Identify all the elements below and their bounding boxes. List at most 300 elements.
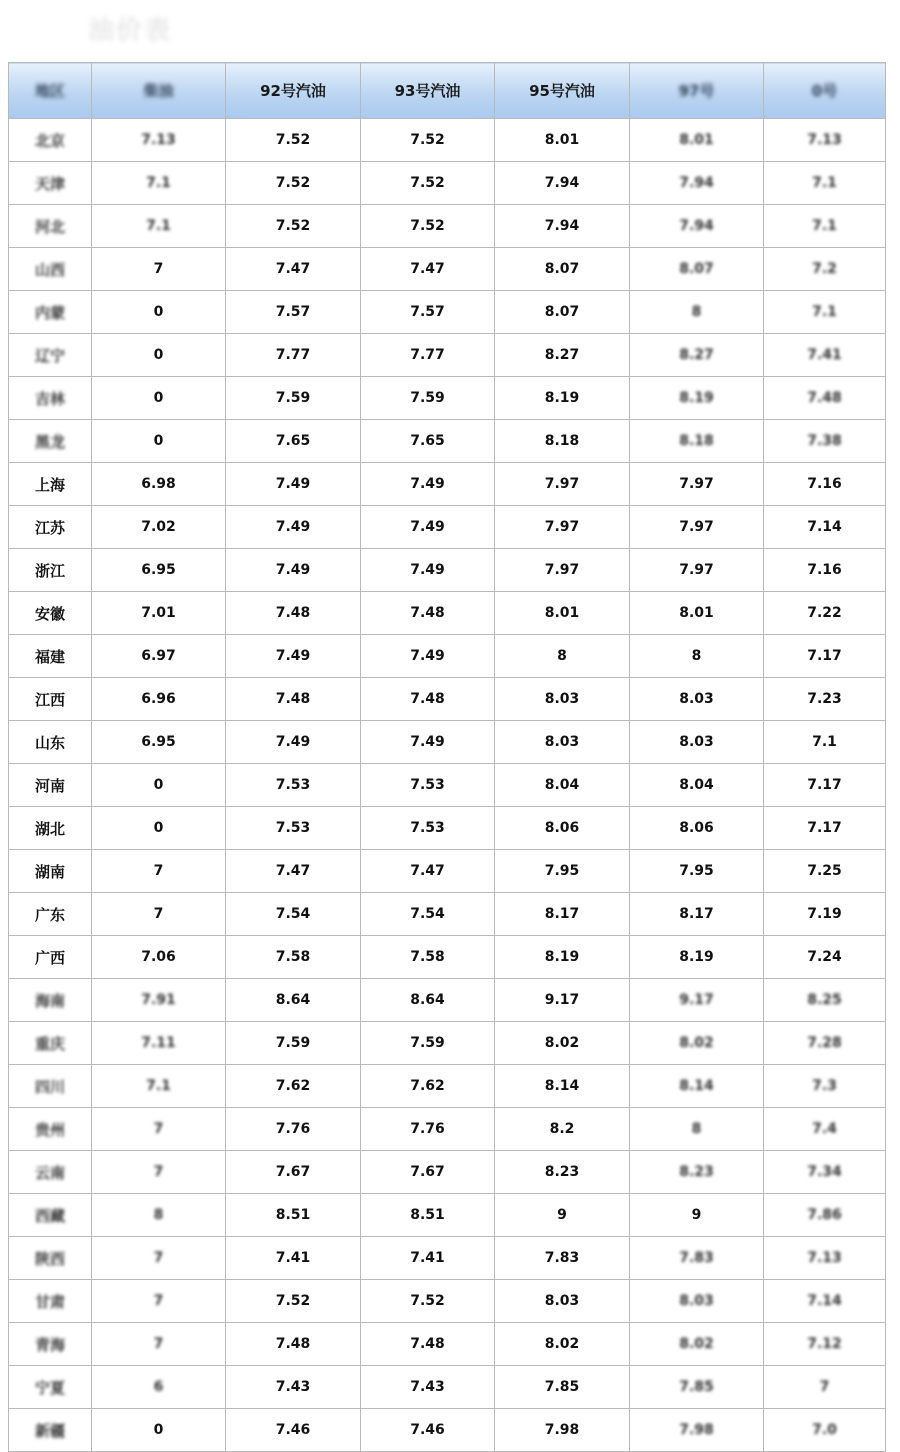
cell-value: 7.46 (275, 1422, 311, 1438)
cell-gasoline-92 (226, 377, 361, 420)
cell-value: 云南 (34, 1163, 65, 1182)
cell-value: 7.83 (679, 1250, 714, 1266)
cell-gasoline-95 (495, 463, 630, 506)
cell-value: 7 (819, 1379, 830, 1395)
cell-value: 天津 (34, 174, 65, 193)
cell-value: 7.4 (812, 1121, 837, 1137)
cell-gasoline-97 (630, 334, 764, 377)
cell-value: 7.47 (410, 863, 445, 879)
cell-value: 8.02 (679, 1336, 714, 1352)
cell-value: 7.49 (275, 648, 311, 664)
cell-gasoline-93 (361, 420, 495, 463)
cell-value: 7 (153, 863, 164, 879)
cell-diesel (92, 420, 226, 463)
cell-gasoline-97 (630, 1151, 764, 1194)
cell-value: 7.76 (410, 1121, 445, 1137)
cell-region (9, 1151, 92, 1194)
cell-value: 7.01 (141, 605, 176, 621)
cell-value: 7.65 (410, 433, 445, 449)
cell-diesel (92, 1151, 226, 1194)
cell-diesel-0 (764, 1194, 886, 1237)
cell-gasoline-97 (630, 635, 764, 678)
cell-value: 8 (557, 648, 567, 664)
cell-gasoline-97 (630, 1323, 764, 1366)
cell-gasoline-92 (226, 1194, 361, 1237)
cell-value: 7.53 (275, 777, 311, 793)
column-header-label: 92号汽油 (260, 82, 326, 100)
cell-region (9, 678, 92, 721)
cell-region (9, 807, 92, 850)
cell-gasoline-95 (495, 592, 630, 635)
cell-gasoline-95 (495, 1409, 630, 1452)
cell-gasoline-92 (226, 635, 361, 678)
cell-gasoline-92 (226, 1280, 361, 1323)
cell-gasoline-97 (630, 162, 764, 205)
cell-diesel-0 (764, 1237, 886, 1280)
cell-gasoline-95 (495, 1065, 630, 1108)
cell-value: 7.17 (807, 777, 842, 793)
cell-gasoline-92 (226, 549, 361, 592)
cell-region (9, 162, 92, 205)
cell-diesel-0 (764, 506, 886, 549)
cell-value: 8.03 (544, 734, 580, 750)
cell-value: 8.07 (544, 261, 580, 277)
cell-value: 8.25 (807, 992, 842, 1008)
cell-value: 6.95 (141, 734, 176, 750)
cell-gasoline-97 (630, 807, 764, 850)
cell-diesel-0 (764, 248, 886, 291)
cell-value: 贵州 (34, 1120, 65, 1139)
cell-value: 0 (153, 1422, 164, 1438)
cell-diesel-0 (764, 1108, 886, 1151)
cell-value: 8.51 (275, 1207, 311, 1223)
cell-gasoline-92 (226, 1151, 361, 1194)
table-header-row (9, 63, 886, 119)
cell-diesel (92, 119, 226, 162)
cell-gasoline-92 (226, 893, 361, 936)
cell-gasoline-93 (361, 334, 495, 377)
cell-gasoline-93 (361, 635, 495, 678)
cell-gasoline-97 (630, 1022, 764, 1065)
cell-value: 广东 (34, 905, 65, 924)
cell-value: 7 (153, 1250, 164, 1266)
cell-value: 0 (153, 347, 164, 363)
cell-value: 8.64 (275, 992, 311, 1008)
cell-value: 海南 (34, 991, 65, 1010)
cell-diesel (92, 1280, 226, 1323)
cell-value: 安徽 (34, 604, 65, 623)
cell-value: 6 (153, 1379, 164, 1395)
cell-value: 7.98 (679, 1422, 714, 1438)
cell-region (9, 1108, 92, 1151)
cell-gasoline-92 (226, 1323, 361, 1366)
cell-value: 7.48 (807, 390, 842, 406)
cell-value: 吉林 (34, 389, 65, 408)
cell-gasoline-95 (495, 1366, 630, 1409)
cell-value: 山西 (34, 260, 65, 279)
cell-region (9, 635, 92, 678)
column-header-label: 97号 (678, 82, 715, 100)
cell-gasoline-92 (226, 1409, 361, 1452)
table-row (9, 506, 886, 549)
page-title: 油价表 (88, 16, 173, 46)
cell-value: 7.49 (275, 734, 311, 750)
cell-value: 7.49 (275, 476, 311, 492)
cell-gasoline-93 (361, 1194, 495, 1237)
table-row (9, 850, 886, 893)
cell-value: 7.52 (275, 1293, 311, 1309)
cell-gasoline-93 (361, 807, 495, 850)
cell-diesel-0 (764, 291, 886, 334)
cell-value: 7.1 (146, 218, 171, 234)
cell-value: 7 (153, 1293, 164, 1309)
cell-gasoline-95 (495, 936, 630, 979)
cell-value: 西藏 (34, 1206, 65, 1225)
table-row (9, 1366, 886, 1409)
cell-value: 7.95 (544, 863, 580, 879)
table-row (9, 1409, 886, 1452)
cell-value: 7.1 (146, 1078, 171, 1094)
cell-value: 8.06 (544, 820, 580, 836)
cell-diesel (92, 721, 226, 764)
cell-value: 7.86 (807, 1207, 842, 1223)
cell-value: 7.13 (807, 1250, 842, 1266)
cell-gasoline-97 (630, 549, 764, 592)
cell-gasoline-92 (226, 764, 361, 807)
cell-diesel-0 (764, 420, 886, 463)
cell-value: 7.25 (807, 863, 842, 879)
cell-value: 内蒙 (34, 303, 65, 322)
cell-value: 8.19 (544, 390, 580, 406)
cell-value: 6.95 (141, 562, 176, 578)
cell-value: 7.49 (410, 476, 445, 492)
column-header-gasoline-97 (630, 63, 764, 119)
cell-value: 8 (153, 1207, 164, 1223)
cell-value: 7.91 (141, 992, 176, 1008)
cell-value: 7.59 (410, 390, 445, 406)
cell-value: 7.97 (544, 476, 580, 492)
cell-gasoline-97 (630, 979, 764, 1022)
table-row (9, 721, 886, 764)
cell-value: 7 (153, 261, 164, 277)
table-row (9, 678, 886, 721)
cell-gasoline-97 (630, 205, 764, 248)
table-row (9, 463, 886, 506)
cell-gasoline-93 (361, 463, 495, 506)
cell-diesel-0 (764, 592, 886, 635)
cell-diesel (92, 248, 226, 291)
cell-value: 7.3 (812, 1078, 837, 1094)
cell-value: 辽宁 (34, 346, 65, 365)
cell-diesel-0 (764, 764, 886, 807)
cell-value: 7.54 (275, 906, 311, 922)
cell-value: 江西 (34, 690, 65, 709)
cell-value: 7.14 (807, 1293, 842, 1309)
cell-value: 7.47 (275, 261, 311, 277)
cell-diesel (92, 377, 226, 420)
cell-value: 7.62 (275, 1078, 311, 1094)
cell-gasoline-97 (630, 893, 764, 936)
cell-value: 7.52 (410, 175, 445, 191)
column-header-gasoline-95 (495, 63, 630, 119)
cell-gasoline-97 (630, 420, 764, 463)
cell-diesel-0 (764, 334, 886, 377)
cell-region (9, 592, 92, 635)
cell-diesel (92, 807, 226, 850)
column-header-gasoline-92 (226, 63, 361, 119)
cell-value: 7.59 (410, 1035, 445, 1051)
cell-gasoline-97 (630, 1366, 764, 1409)
cell-value: 7.53 (410, 820, 445, 836)
cell-gasoline-97 (630, 764, 764, 807)
cell-value: 7.94 (544, 175, 580, 191)
cell-value: 福建 (34, 647, 65, 666)
cell-region (9, 420, 92, 463)
cell-value: 8.06 (679, 820, 714, 836)
table-row (9, 1065, 886, 1108)
column-header-label: 95号汽油 (529, 82, 595, 100)
cell-value: 7.58 (410, 949, 445, 965)
cell-gasoline-93 (361, 205, 495, 248)
cell-value: 8.64 (410, 992, 445, 1008)
cell-region (9, 463, 92, 506)
cell-value: 7.38 (807, 433, 842, 449)
cell-value: 7.49 (410, 648, 445, 664)
cell-diesel-0 (764, 1151, 886, 1194)
cell-value: 7.97 (679, 476, 714, 492)
cell-value: 8.02 (544, 1035, 580, 1051)
cell-gasoline-93 (361, 119, 495, 162)
cell-gasoline-93 (361, 549, 495, 592)
cell-value: 7.52 (410, 132, 445, 148)
cell-value: 0 (153, 304, 164, 320)
table-row (9, 979, 886, 1022)
cell-gasoline-93 (361, 377, 495, 420)
cell-region (9, 1022, 92, 1065)
cell-value: 甘肃 (34, 1292, 65, 1311)
cell-diesel-0 (764, 1280, 886, 1323)
cell-gasoline-95 (495, 678, 630, 721)
cell-diesel-0 (764, 119, 886, 162)
cell-gasoline-97 (630, 377, 764, 420)
cell-gasoline-95 (495, 893, 630, 936)
cell-value: 6.97 (141, 648, 176, 664)
cell-gasoline-93 (361, 248, 495, 291)
cell-value: 7.52 (275, 132, 311, 148)
cell-gasoline-95 (495, 850, 630, 893)
cell-gasoline-92 (226, 979, 361, 1022)
cell-gasoline-95 (495, 248, 630, 291)
cell-value: 7.59 (275, 390, 311, 406)
cell-gasoline-95 (495, 205, 630, 248)
cell-region (9, 1194, 92, 1237)
cell-diesel-0 (764, 635, 886, 678)
cell-value: 7.57 (275, 304, 311, 320)
cell-region (9, 205, 92, 248)
cell-value: 7.48 (275, 605, 311, 621)
cell-region (9, 850, 92, 893)
cell-value: 7.47 (410, 261, 445, 277)
cell-diesel (92, 1065, 226, 1108)
cell-value: 7.43 (410, 1379, 445, 1395)
cell-value: 8.14 (679, 1078, 714, 1094)
table-row (9, 1108, 886, 1151)
column-header-diesel-0 (764, 63, 886, 119)
cell-value: 7.47 (275, 863, 311, 879)
cell-gasoline-97 (630, 1409, 764, 1452)
cell-gasoline-95 (495, 334, 630, 377)
cell-value: 北京 (34, 131, 65, 150)
cell-value: 7.14 (807, 519, 842, 535)
cell-gasoline-97 (630, 248, 764, 291)
cell-gasoline-95 (495, 764, 630, 807)
cell-value: 7.13 (141, 132, 176, 148)
cell-value: 7.22 (807, 605, 842, 621)
cell-value: 7.1 (812, 734, 837, 750)
cell-diesel-0 (764, 721, 886, 764)
cell-diesel-0 (764, 549, 886, 592)
table-row (9, 1151, 886, 1194)
cell-value: 7.95 (679, 863, 714, 879)
cell-value: 8.07 (679, 261, 714, 277)
cell-value: 7.52 (410, 1293, 445, 1309)
cell-value: 8.01 (679, 132, 714, 148)
cell-diesel (92, 1366, 226, 1409)
table-row (9, 635, 886, 678)
cell-diesel (92, 1022, 226, 1065)
cell-value: 0 (153, 820, 164, 836)
table-row (9, 592, 886, 635)
cell-region (9, 1237, 92, 1280)
cell-gasoline-93 (361, 1323, 495, 1366)
cell-gasoline-97 (630, 1237, 764, 1280)
cell-value: 0 (153, 390, 164, 406)
cell-gasoline-93 (361, 1108, 495, 1151)
cell-value: 7.48 (275, 1336, 311, 1352)
cell-diesel-0 (764, 936, 886, 979)
cell-value: 7.52 (275, 218, 311, 234)
cell-value: 7.49 (410, 519, 445, 535)
cell-gasoline-97 (630, 592, 764, 635)
cell-value: 7.41 (275, 1250, 311, 1266)
cell-diesel-0 (764, 1022, 886, 1065)
cell-value: 7.67 (410, 1164, 445, 1180)
cell-diesel (92, 162, 226, 205)
cell-gasoline-95 (495, 1151, 630, 1194)
cell-gasoline-97 (630, 1194, 764, 1237)
cell-value: 7 (153, 1164, 164, 1180)
cell-gasoline-97 (630, 721, 764, 764)
cell-diesel (92, 205, 226, 248)
cell-value: 7.67 (275, 1164, 311, 1180)
cell-value: 9.17 (544, 992, 580, 1008)
table-row (9, 1237, 886, 1280)
cell-value: 7 (153, 906, 164, 922)
cell-value: 7.41 (410, 1250, 445, 1266)
cell-diesel (92, 549, 226, 592)
cell-value: 8.23 (544, 1164, 580, 1180)
cell-value: 7.12 (807, 1336, 842, 1352)
cell-diesel-0 (764, 1065, 886, 1108)
cell-gasoline-93 (361, 506, 495, 549)
cell-value: 7.46 (410, 1422, 445, 1438)
cell-region (9, 764, 92, 807)
cell-value: 7.94 (679, 218, 714, 234)
cell-diesel (92, 334, 226, 377)
cell-gasoline-95 (495, 807, 630, 850)
cell-value: 8.02 (679, 1035, 714, 1051)
table-row (9, 205, 886, 248)
table-row (9, 1194, 886, 1237)
cell-region (9, 549, 92, 592)
cell-value: 7.85 (544, 1379, 580, 1395)
cell-value: 8.03 (679, 691, 714, 707)
cell-gasoline-95 (495, 420, 630, 463)
table-row (9, 1022, 886, 1065)
cell-value: 7.1 (812, 218, 837, 234)
cell-gasoline-95 (495, 162, 630, 205)
cell-gasoline-93 (361, 1366, 495, 1409)
cell-gasoline-97 (630, 1108, 764, 1151)
column-header-label: 0号 (811, 82, 838, 100)
cell-value: 7.85 (679, 1379, 714, 1395)
cell-diesel-0 (764, 377, 886, 420)
cell-value: 8.04 (679, 777, 714, 793)
cell-gasoline-93 (361, 893, 495, 936)
cell-gasoline-97 (630, 936, 764, 979)
fuel-price-table (8, 62, 886, 1452)
cell-gasoline-97 (630, 1280, 764, 1323)
cell-value: 8.03 (679, 734, 714, 750)
table-row (9, 764, 886, 807)
cell-region (9, 721, 92, 764)
cell-value: 8.03 (544, 1293, 580, 1309)
cell-value: 7.16 (807, 476, 842, 492)
cell-value: 7.0 (812, 1422, 837, 1438)
cell-value: 6.98 (141, 476, 176, 492)
cell-value: 7.57 (410, 304, 445, 320)
cell-gasoline-93 (361, 1022, 495, 1065)
cell-gasoline-95 (495, 549, 630, 592)
cell-gasoline-95 (495, 979, 630, 1022)
cell-value: 江苏 (34, 518, 65, 537)
cell-gasoline-93 (361, 1280, 495, 1323)
cell-gasoline-97 (630, 291, 764, 334)
cell-diesel-0 (764, 463, 886, 506)
cell-value: 7.41 (807, 347, 842, 363)
cell-diesel-0 (764, 893, 886, 936)
cell-gasoline-93 (361, 721, 495, 764)
column-header-label: 93号汽油 (394, 82, 461, 100)
cell-value: 宁夏 (34, 1378, 65, 1397)
cell-gasoline-95 (495, 1022, 630, 1065)
cell-gasoline-93 (361, 979, 495, 1022)
cell-value: 7.83 (544, 1250, 580, 1266)
cell-value: 7.97 (544, 562, 580, 578)
cell-gasoline-95 (495, 635, 630, 678)
cell-value: 8.19 (679, 949, 714, 965)
cell-value: 7.06 (141, 949, 176, 965)
cell-value: 7.02 (141, 519, 176, 535)
cell-diesel (92, 1323, 226, 1366)
cell-diesel (92, 291, 226, 334)
cell-diesel-0 (764, 162, 886, 205)
cell-value: 7.49 (275, 519, 311, 535)
cell-region (9, 1280, 92, 1323)
cell-value: 7.34 (807, 1164, 842, 1180)
cell-gasoline-92 (226, 162, 361, 205)
cell-value: 8 (691, 304, 702, 320)
